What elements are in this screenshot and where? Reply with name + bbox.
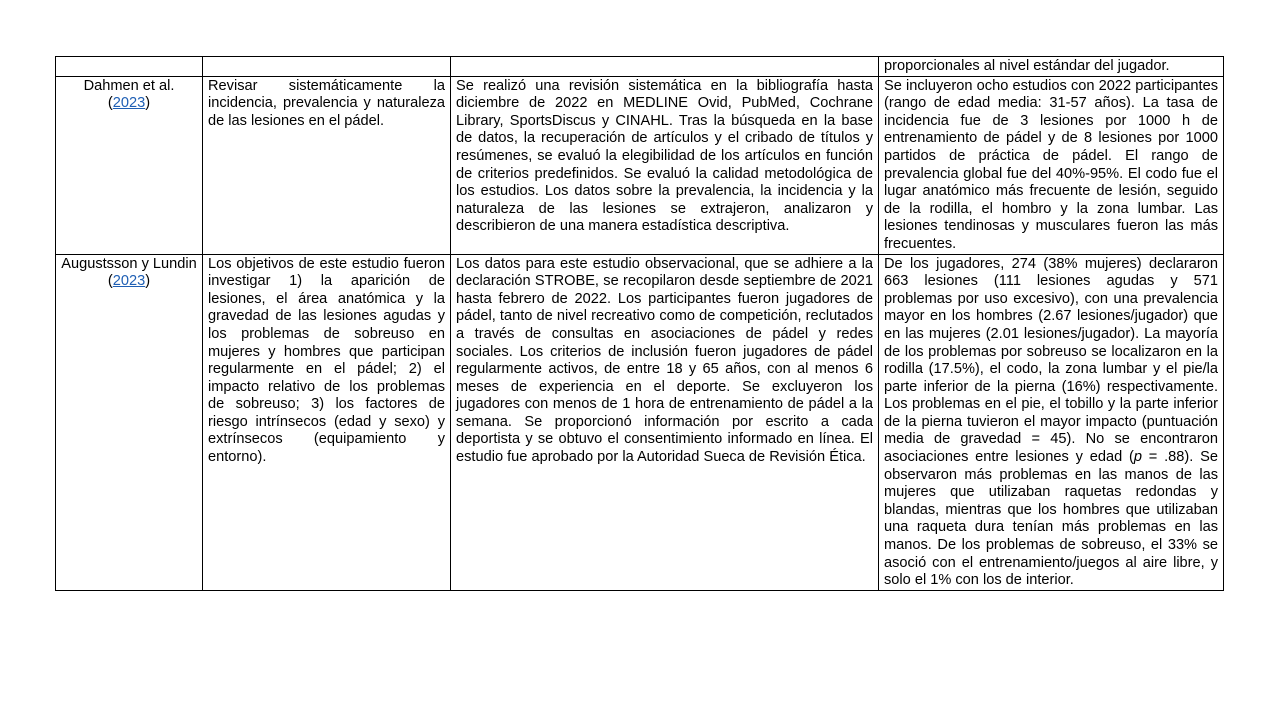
- author-cell: [56, 57, 203, 77]
- table-row: [56, 57, 1224, 77]
- table-row: [56, 254, 1224, 590]
- results-cell: Se incluyeron ocho estudios con 2022 participantes (rango de edad media: 31-57 años). La tasa de incidencia fue de 3 lesiones por 1000 h de entrenamiento de pádel y de 8 lesiones por 1000 partidos de práctica de pádel. El rango de prevalencia global fue del 40%-95%. El codo fue el lugar anatómico más frecuente de lesión, seguido de la rodilla, el hombro y la zona lumbar. Las lesiones tendinosas y musculares fueron las más frecuentes.: [879, 76, 1224, 254]
- objective-cell: Revisar sistemáticamente la incidencia, prevalencia y naturaleza de las lesiones en el pádel.: [203, 76, 451, 254]
- author-cell: Augustsson y Lundin (2023): [56, 254, 203, 590]
- objective-cell: Los objetivos de este estudio fueron investigar 1) la aparición de lesiones, el área anatómica y la gravedad de las lesiones agudas y los problemas de sobreuso en mujeres y hombres que participan regularmente en el pádel; 2) el impacto relativo de los problemas de sobreuso; 3) los factores de riesgo intrínsecos (edad y sexo) y extrínsecos (equipamiento y entorno).: [203, 254, 451, 590]
- results-cell: proporcionales al nivel estándar del jugador.: [879, 57, 1224, 77]
- results-cell: [879, 254, 1224, 590]
- method-cell: Los datos para este estudio observacional, que se adhiere a la declaración STROBE, se recopilaron desde septiembre de 2021 hasta febrero de 2022. Los participantes fueron jugadores de pádel, tanto de nivel recreativo como de competición, reclutados a través de consultas en asociaciones de pádel y redes sociales. Los criterios de inclusión fueron jugadores de pádel regularmente activos, de entre 18 y 65 años, con al menos 6 meses de experiencia en el deporte. Se excluyeron los jugadores con menos de 1 hora de entrenamiento de pádel a la semana. Se proporcionó información por escrito a cada deportista y se obtuvo el consentimiento informado en línea. El estudio fue aprobado por la Autoridad Sueca de Revisión Ética.: [451, 254, 879, 590]
- method-cell: Se realizó una revisión sistemática en la bibliografía hasta diciembre de 2022 en MEDLINE Ovid, PubMed, Cochrane Library, SportsDiscus y CINAHL. Tras la búsqueda en la base de datos, la recuperación de artículos y el cribado de títulos y resúmenes, se evaluó la elegibilidad de los artículos en función de criterios predefinidos. Se evaluó la calidad metodológica de los estudios. Los datos sobre la prevalencia, la incidencia y la naturaleza de las lesiones se extrajeron, analizaron y describieron de una manera estadística descriptiva.: [451, 76, 879, 254]
- year-link[interactable]: 2023: [112, 95, 146, 112]
- author-name: Dahmen et al.: [83, 77, 175, 94]
- results-text: De los jugadores, 274 (38% mujeres) declararon 663 lesiones (111 lesiones agudas y 571 problemas por uso excesivo), con una prevalencia mayor en los hombres (2.67 lesiones/jugador) que en las mujeres (2.01 lesiones/jugador). La mayoría de los problemas por sobreuso se localizaron en la rodilla (17.5%), el codo, la zona lumbar y el pie/la parte inferior de la pierna (16%) respectivamente. Los problemas en el pie, el tobillo y la parte inferior de la pierna tuvieron el mayor impacto (puntuación media de gravedad = 45). No se encontraron asociaciones entre lesiones y edad (: [884, 255, 1218, 466]
- results-text: = .88). Se observaron más problemas en las manos de las mujeres que utilizaban raquetas redondas y blandas, mientras que los hombres que utilizaban una raqueta dura tenían más problemas en las manos. De los problemas de sobreuso, el 33% se asoció con el entrenamiento/juegos al aire libre, y solo el 1% con los de interior.: [884, 449, 1218, 589]
- year-link[interactable]: 2023: [112, 273, 146, 290]
- table-row: [56, 76, 1224, 254]
- author-cell: Dahmen et al. (2023): [56, 76, 203, 254]
- author-name: Augustsson y Lundin: [61, 255, 197, 272]
- method-cell: [451, 57, 879, 77]
- p-value-symbol: p: [1133, 449, 1142, 466]
- studies-table: [55, 56, 1224, 591]
- objective-cell: [203, 57, 451, 77]
